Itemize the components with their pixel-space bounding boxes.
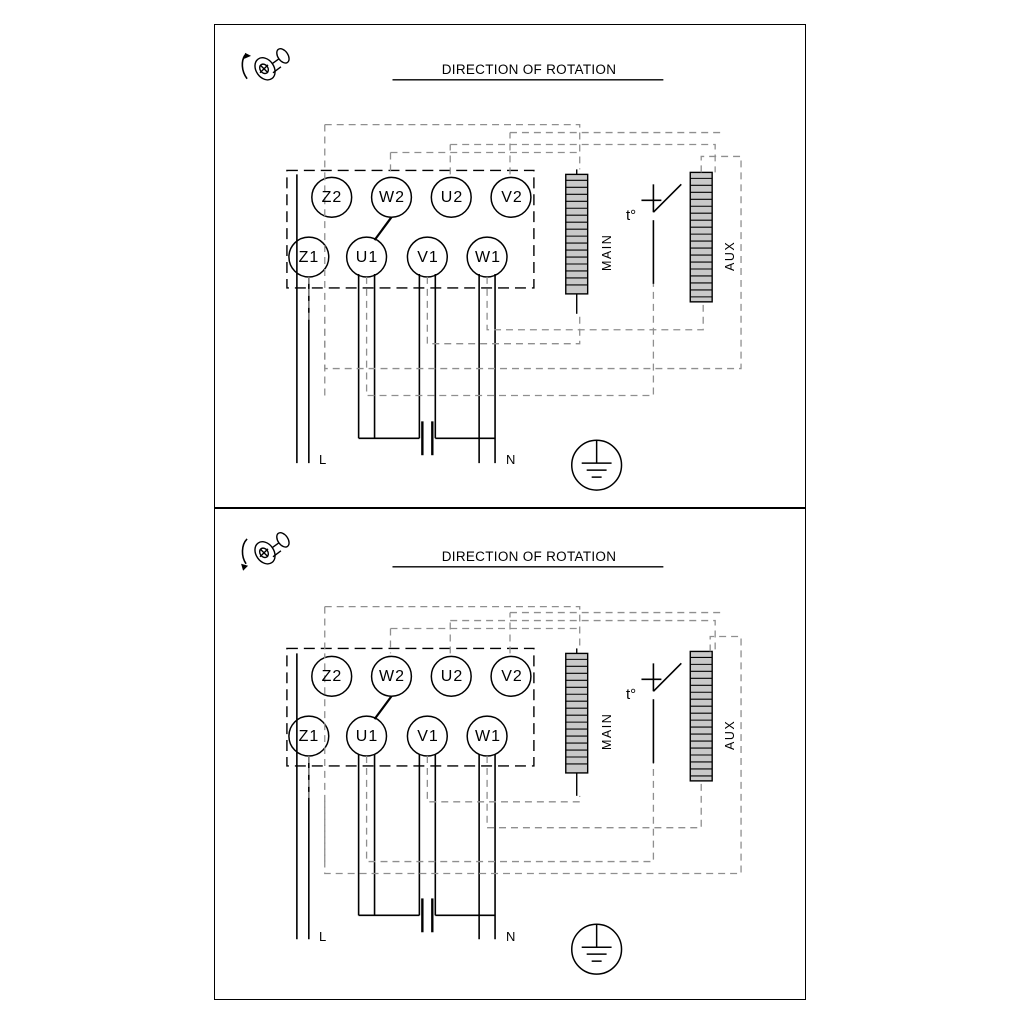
aux-winding-label: AUX — [723, 240, 737, 271]
panel-bottom-graphics — [215, 509, 805, 999]
panel-bottom-title: DIRECTION OF ROTATION — [441, 549, 617, 564]
terminal-label-z1: Z1 — [298, 728, 320, 745]
aux-winding-symbol — [690, 651, 712, 780]
terminal-label-v2: V2 — [501, 189, 523, 206]
neutral-label: N — [506, 452, 516, 467]
terminal-label-u2: U2 — [440, 668, 464, 685]
main-winding-symbol — [566, 648, 588, 795]
jumper-w2-u1 — [375, 217, 392, 240]
main-winding-label: MAIN — [600, 712, 614, 750]
thermal-switch-symbol — [641, 184, 681, 284]
terminal-label-v2: V2 — [501, 668, 523, 685]
terminal-label-z2: Z2 — [321, 668, 343, 685]
terminal-label-w1: W1 — [475, 728, 501, 745]
terminal-label-u1: U1 — [355, 728, 379, 745]
capacitor-icon — [422, 898, 432, 932]
jumper-w2-u1 — [375, 696, 392, 719]
main-winding-symbol — [566, 169, 588, 313]
earth-ground-icon — [572, 440, 622, 490]
line-label: L — [319, 929, 327, 944]
terminal-label-v1: V1 — [417, 728, 439, 745]
aux-winding-symbol — [690, 172, 712, 301]
terminal-label-z2: Z2 — [321, 189, 343, 206]
motor-shaft-rotation-cw-icon — [241, 530, 291, 570]
thermal-switch-label: t° — [626, 207, 637, 224]
terminal-label-z1: Z1 — [298, 249, 320, 266]
supply-conductors — [297, 174, 495, 463]
motor-shaft-rotation-ccw-icon — [242, 46, 291, 83]
thermal-switch-label: t° — [626, 686, 637, 703]
panel-top-title: DIRECTION OF ROTATION — [441, 62, 617, 77]
wiring-diagram-panel-top — [214, 24, 806, 508]
neutral-label: N — [506, 929, 516, 944]
terminal-label-w2: W2 — [379, 189, 405, 206]
terminal-label-v1: V1 — [417, 249, 439, 266]
wiring-diagram-panel-bottom — [214, 508, 806, 1000]
aux-winding-label: AUX — [723, 719, 737, 750]
terminal-label-w2: W2 — [379, 668, 405, 685]
terminal-label-u1: U1 — [355, 249, 379, 266]
terminal-label-u2: U2 — [440, 189, 464, 206]
earth-ground-icon — [572, 924, 622, 974]
terminal-label-w1: W1 — [475, 249, 501, 266]
thermal-switch-symbol — [641, 663, 681, 763]
line-label: L — [319, 452, 327, 467]
main-winding-label: MAIN — [600, 233, 614, 271]
capacitor-icon — [422, 421, 432, 455]
